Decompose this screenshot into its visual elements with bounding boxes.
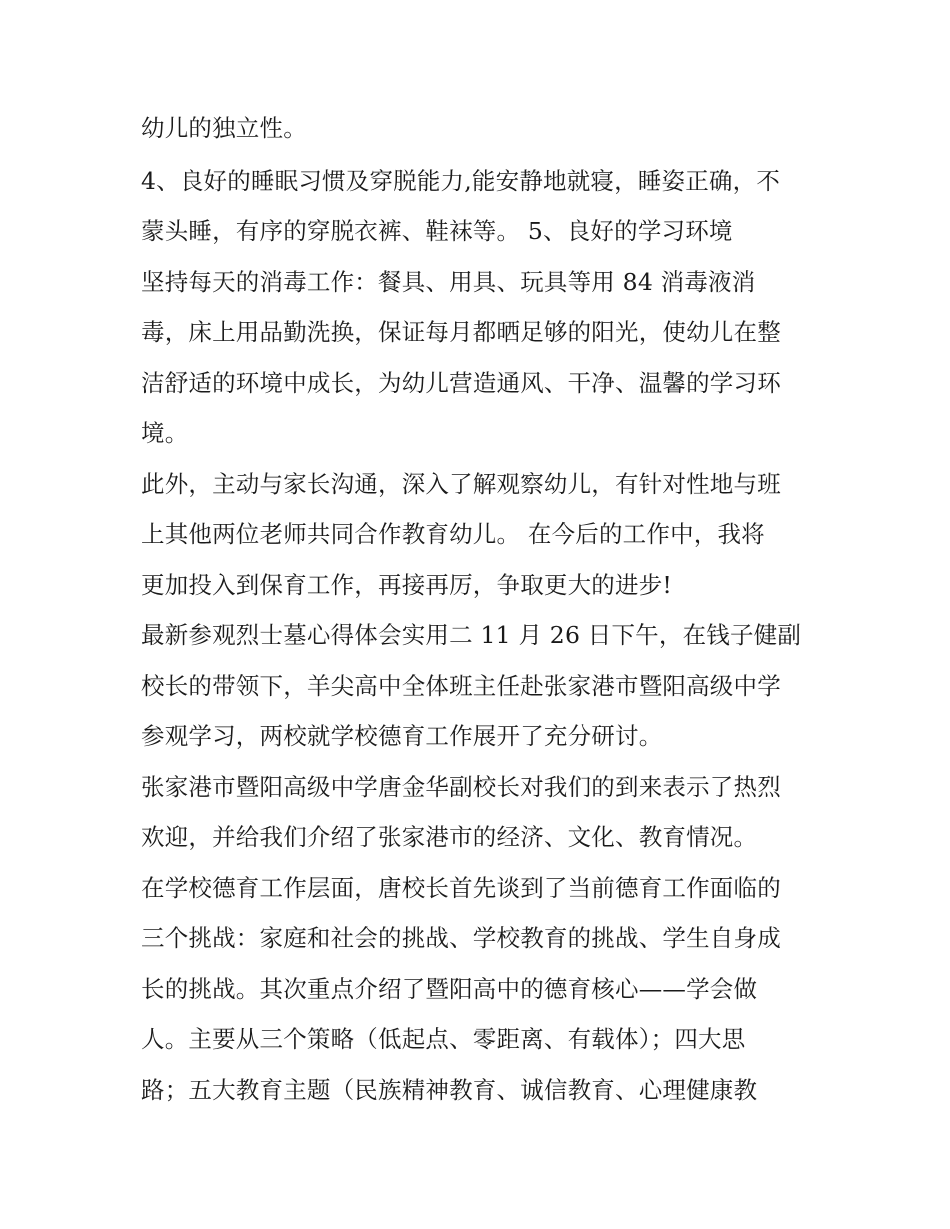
text-line: 此外，主动与家长沟通，深入了解观察幼儿，有针对性地与班: [141, 470, 781, 498]
text-line: 最新参观烈士墓心得体会实用二 11 月 26 日下午，在钱子健副: [141, 621, 802, 649]
text-line: 幼儿的独立性。: [141, 114, 307, 142]
text-line: 4、良好的睡眠习惯及穿脱能力,能安静地就寝，睡姿正确，不: [141, 167, 781, 195]
text-line: 更加投入到保育工作，再接再厉，争取更大的进步!: [141, 571, 673, 599]
text-line: 校长的带领下，羊尖高中全体班主任赴张家港市暨阳高级中学: [141, 672, 781, 700]
text-line: 欢迎，并给我们介绍了张家港市的经济、文化、教育情况。: [141, 823, 758, 851]
text-line: 洁舒适的环境中成长，为幼儿营造通风、干净、温馨的学习环: [141, 369, 781, 397]
text-line: 在学校德育工作层面，唐校长首先谈到了当前德育工作面临的: [141, 874, 781, 902]
text-line: 坚持每天的消毒工作：餐具、用具、玩具等用 84 消毒液消: [141, 268, 756, 296]
text-line: 张家港市暨阳高级中学唐金华副校长对我们的到来表示了热烈: [141, 773, 781, 801]
text-line: 长的挑战。其次重点介绍了暨阳高中的德育核心——学会做: [141, 975, 758, 1003]
text-line: 蒙头睡，有序的穿脱衣裤、鞋袜等。 5、良好的学习环境: [141, 217, 733, 245]
text-line: 三个挑战：家庭和社会的挑战、学校教育的挑战、学生自身成: [141, 924, 781, 952]
text-line: 参观学习，两校就学校德育工作展开了充分研讨。: [141, 722, 663, 750]
text-line: 人。主要从三个策略（低起点、零距离、有载体）；四大思: [141, 1025, 746, 1053]
text-line: 境。: [141, 419, 189, 447]
text-line: 上其他两位老师共同合作教育幼儿。 在今后的工作中，我将: [141, 520, 765, 548]
text-line: 毒，床上用品勤洗换，保证每月都晒足够的阳光，使幼儿在整: [141, 318, 781, 346]
text-line: 路；五大教育主题（民族精神教育、诚信教育、心理健康教: [141, 1076, 758, 1104]
